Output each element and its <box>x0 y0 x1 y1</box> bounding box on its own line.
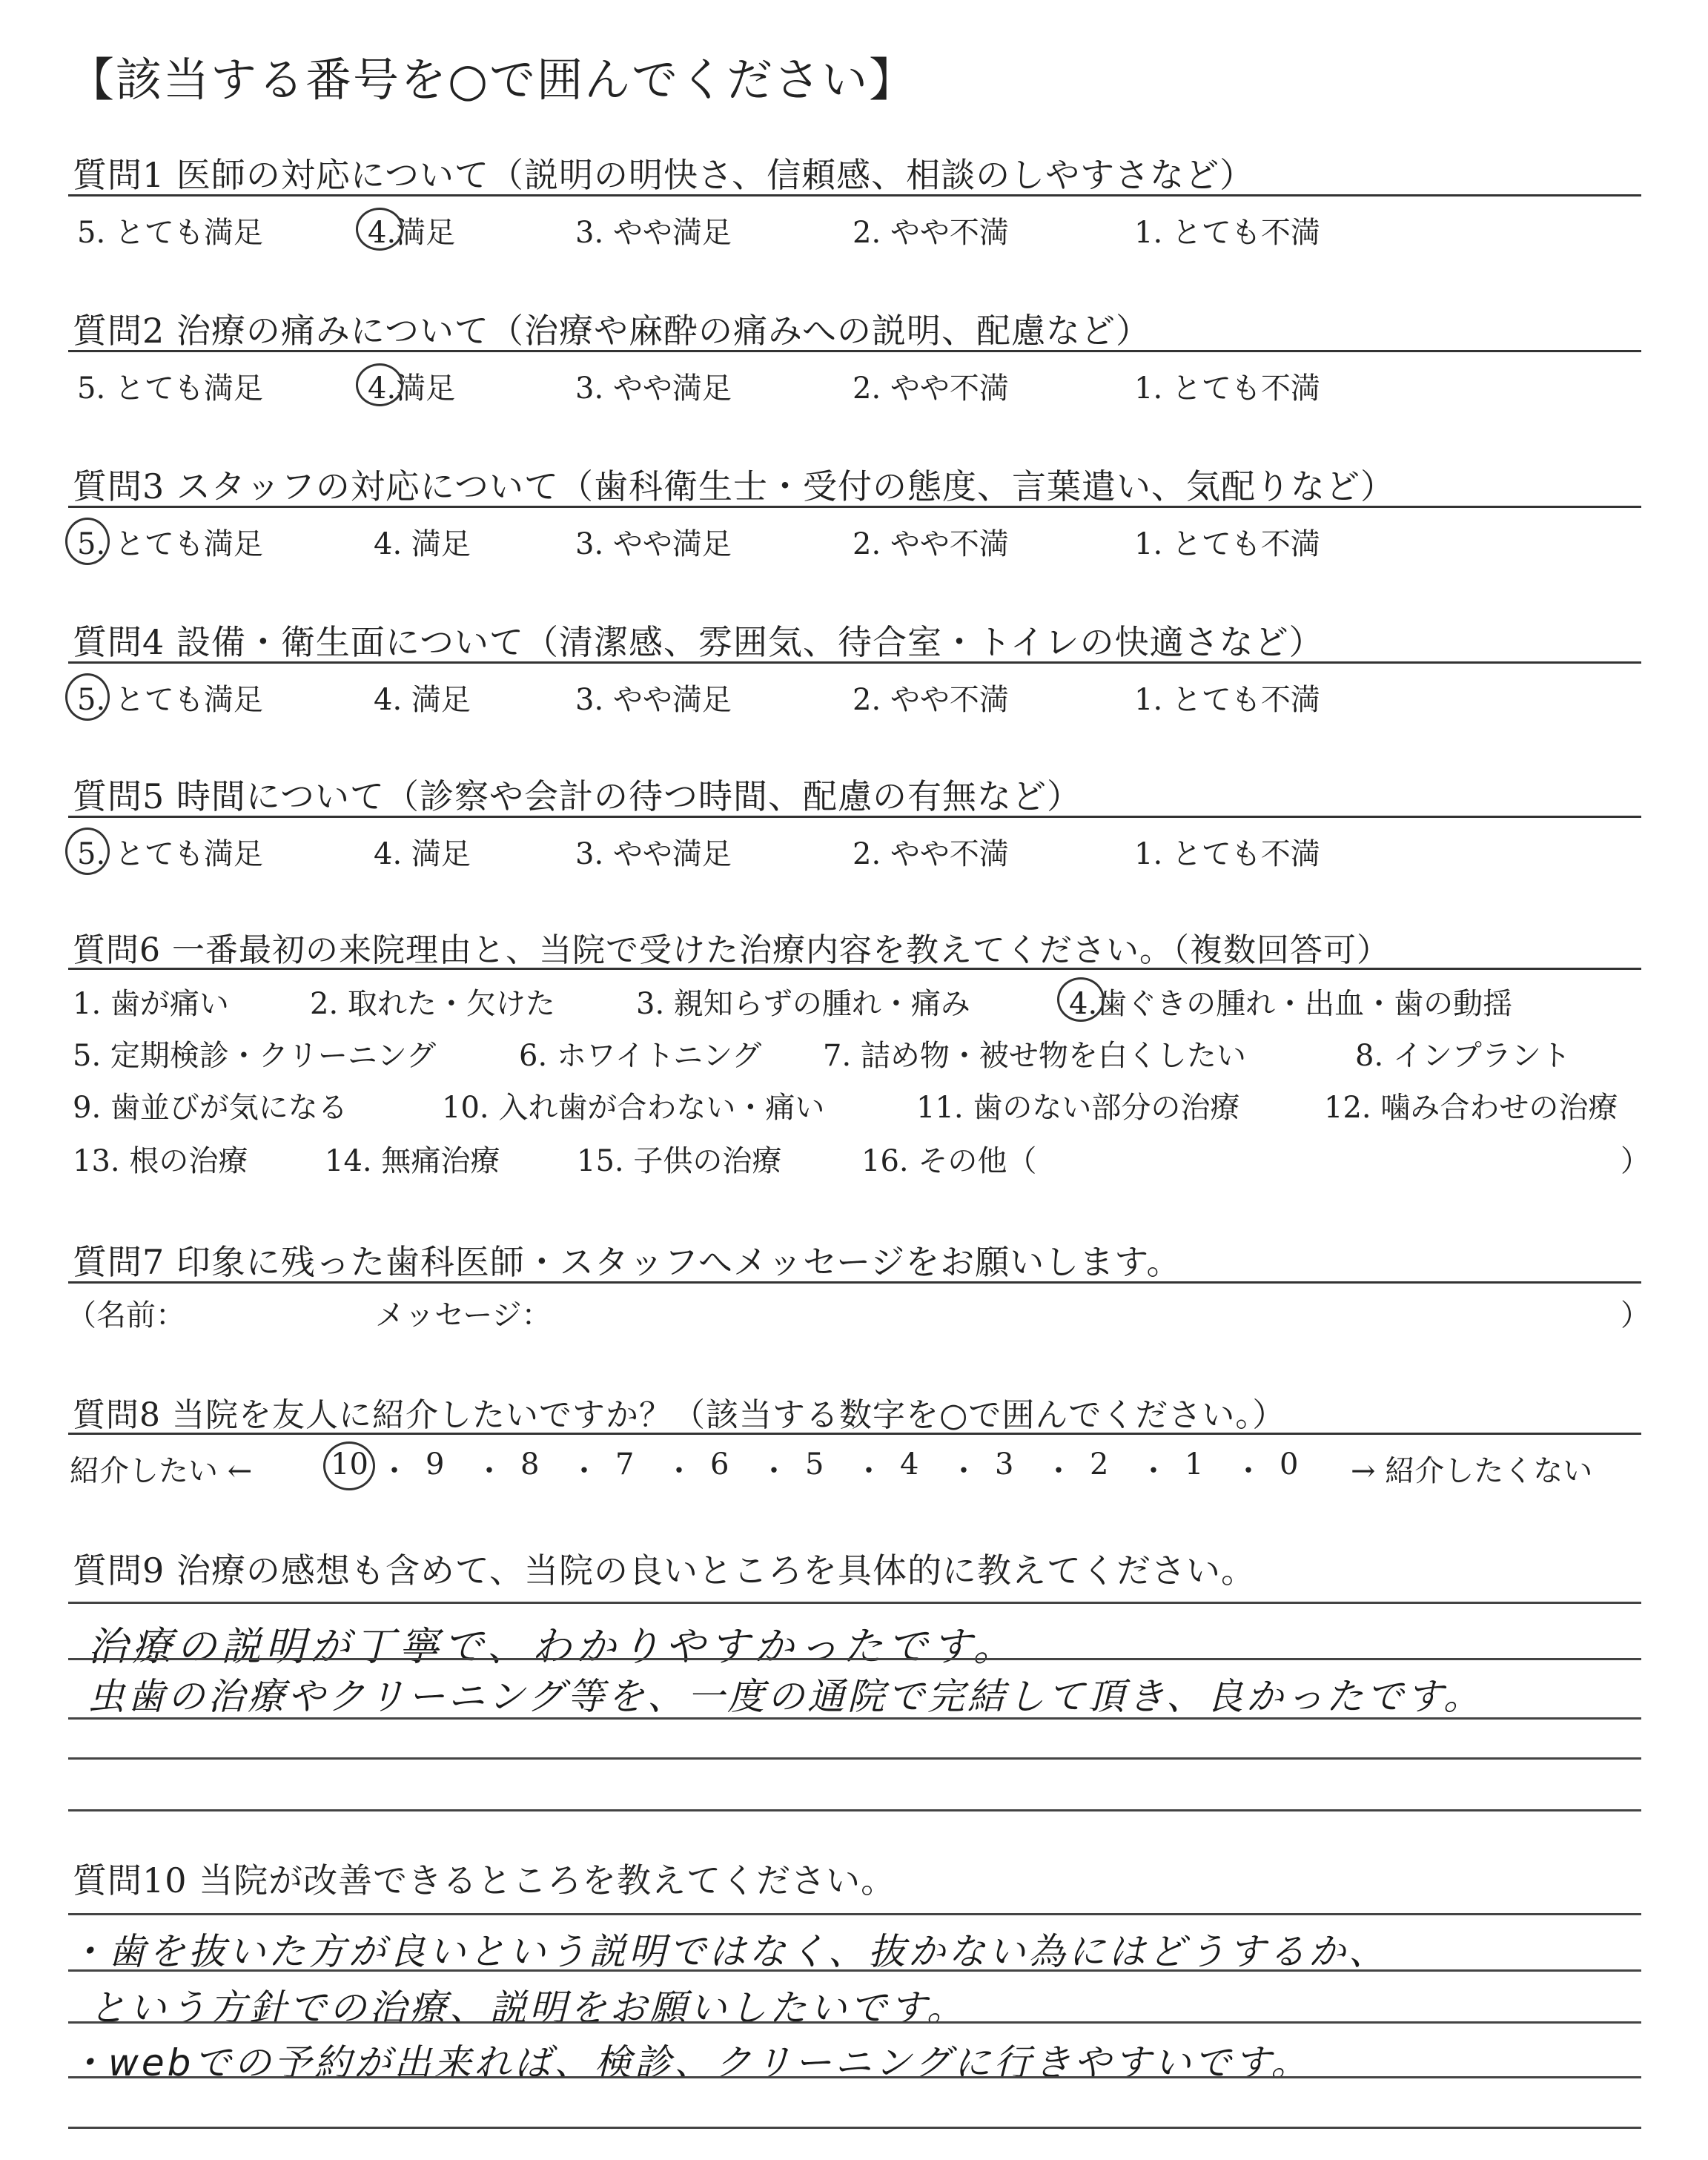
option-1[interactable]: 1. とても不満 <box>1134 837 1320 871</box>
scale-separator: ・ <box>1044 1454 1073 1488</box>
question-label: 質問9 治療の感想も含めて、当院の良いところを具体的に教えてください。 <box>73 1550 1256 1591</box>
reason-option-16[interactable]: 16. その他（ <box>861 1144 1037 1178</box>
handwritten-answer: ・webでの予約が出来れば、検診、クリーニングに行きやすいです。 <box>68 2041 1311 2084</box>
reason-option-8[interactable]: 8. インプラント <box>1355 1039 1571 1073</box>
close-paren: ） <box>1621 1298 1650 1332</box>
reason-option-11[interactable]: 11. 歯のない部分の治療 <box>916 1091 1240 1125</box>
answer-line <box>68 1717 1641 1720</box>
message-label: メッセージ： <box>375 1298 552 1332</box>
divider <box>68 506 1641 508</box>
option-5[interactable]: 5. とても満足 <box>77 216 263 250</box>
option-4[interactable]: 4. 満足 <box>374 527 471 561</box>
option-1[interactable]: 1. とても不満 <box>1134 371 1320 406</box>
option-2[interactable]: 2. やや不満 <box>853 837 1009 871</box>
divider <box>68 968 1641 970</box>
handwritten-answer: 治療の説明が丁寧で、わかりやすかったです。 <box>87 1623 1018 1670</box>
answer-line <box>68 1969 1641 1972</box>
scale-value[interactable]: 0 <box>1280 1447 1299 1482</box>
scale-separator: ・ <box>569 1454 599 1488</box>
reason-option-13[interactable]: 13. 根の治療 <box>73 1144 248 1178</box>
selection-circle <box>1057 977 1105 1022</box>
divider <box>68 1433 1641 1435</box>
option-1[interactable]: 1. とても不満 <box>1134 527 1320 561</box>
scale-right-label: → 紹介したくない <box>1351 1454 1593 1488</box>
handwritten-answer: という方針での治療、説明をお願いしたいです。 <box>89 1986 967 2029</box>
scale-left-label: 紹介したい ← <box>70 1454 253 1488</box>
reason-option-6[interactable]: 6. ホワイトニング <box>519 1039 762 1073</box>
question-label: 質問3 スタッフの対応について（歯科衛生士・受付の態度、言葉遣い、気配りなど） <box>73 466 1395 506</box>
answer-line <box>68 1658 1641 1660</box>
question-label: 質問8 当院を友人に紹介したいですか？（該当する数字を○で囲んでください。） <box>73 1396 1286 1434</box>
answer-line <box>68 2021 1641 2024</box>
divider <box>68 350 1641 352</box>
scale-value[interactable]: 8 <box>520 1447 540 1482</box>
reason-option-3[interactable]: 3. 親知らずの腫れ・痛み <box>636 987 970 1021</box>
selection-circle <box>65 673 110 721</box>
reason-option-5[interactable]: 5. 定期検診・クリーニング <box>73 1039 437 1073</box>
option-5[interactable]: 5. とても満足 <box>77 683 263 717</box>
scale-separator: ・ <box>759 1454 789 1488</box>
reason-option-9[interactable]: 9. 歯並びが気になる <box>73 1091 348 1125</box>
option-3[interactable]: 3. やや満足 <box>575 216 732 250</box>
option-4[interactable]: 4. 満足 <box>374 837 471 871</box>
reason-option-4[interactable]: 4.歯ぐきの腫れ・出血・歯の動揺 <box>1069 987 1513 1021</box>
answer-line <box>68 2127 1641 2129</box>
scale-separator: ・ <box>664 1454 694 1488</box>
option-2[interactable]: 2. やや不満 <box>853 527 1009 561</box>
reason-option-14[interactable]: 14. 無痛治療 <box>325 1144 500 1178</box>
selection-circle <box>356 363 403 406</box>
scale-value[interactable]: 4 <box>900 1447 919 1482</box>
scale-separator: ・ <box>1234 1454 1263 1488</box>
selection-circle <box>65 828 110 875</box>
answer-line <box>68 1602 1641 1604</box>
scale-value[interactable]: 3 <box>995 1447 1014 1482</box>
reason-option-12[interactable]: 12. 噛み合わせの治療 <box>1324 1091 1618 1125</box>
scale-separator: ・ <box>949 1454 979 1488</box>
option-3[interactable]: 3. やや満足 <box>575 837 732 871</box>
option-2[interactable]: 2. やや不満 <box>853 216 1009 250</box>
selection-circle <box>65 518 110 565</box>
option-3[interactable]: 3. やや満足 <box>575 371 732 406</box>
scale-value[interactable]: 2 <box>1090 1447 1109 1482</box>
scale-separator: ・ <box>1139 1454 1168 1488</box>
option-4[interactable]: 4.満足 <box>368 216 456 250</box>
question-label: 質問10 当院が改善できるところを教えてください。 <box>73 1860 896 1900</box>
reason-option-15[interactable]: 15. 子供の治療 <box>577 1144 782 1178</box>
question-label: 質問4 設備・衛生面について（清潔感、雰囲気、待合室・トイレの快適さなど） <box>73 622 1324 662</box>
reason-option-1[interactable]: 1. 歯が痛い <box>73 987 229 1021</box>
option-2[interactable]: 2. やや不満 <box>853 683 1009 717</box>
scale-value[interactable]: 7 <box>615 1447 635 1482</box>
scale-value[interactable]: 6 <box>710 1447 729 1482</box>
reason-option-2[interactable]: 2. 取れた・欠けた <box>310 987 555 1021</box>
option-5[interactable]: 5. とても満足 <box>77 371 263 406</box>
option-1[interactable]: 1. とても不満 <box>1134 216 1320 250</box>
page-title: 【該当する番号を○で囲んでください】 <box>68 53 917 107</box>
answer-line <box>68 2076 1641 2078</box>
handwritten-answer: ・歯を抜いた方が良いという説明ではなく、抜かない為にはどうするか、 <box>68 1930 1388 1973</box>
divider <box>68 194 1641 196</box>
option-5[interactable]: 5. とても満足 <box>77 527 263 561</box>
name-label: （名前： <box>67 1298 185 1332</box>
option-5[interactable]: 5. とても満足 <box>77 837 263 871</box>
divider <box>68 1281 1641 1284</box>
option-4[interactable]: 4. 満足 <box>374 683 471 717</box>
scale-value[interactable]: 9 <box>426 1447 445 1482</box>
divider <box>68 816 1641 818</box>
selection-circle <box>323 1441 375 1490</box>
reason-option-7[interactable]: 7. 詰め物・被せ物を白くしたい <box>823 1039 1246 1073</box>
other-close-paren: ） <box>1621 1144 1650 1178</box>
question-label: 質問1 医師の対応について（説明の明快さ、信頼感、相談のしやすさなど） <box>73 155 1255 195</box>
scale-separator: ・ <box>474 1454 504 1488</box>
scale-value[interactable]: 1 <box>1185 1447 1204 1482</box>
answer-line <box>68 1809 1641 1811</box>
scale-value[interactable]: 10 <box>331 1447 368 1482</box>
selection-circle <box>356 208 403 251</box>
option-3[interactable]: 3. やや満足 <box>575 527 732 561</box>
option-3[interactable]: 3. やや満足 <box>575 683 732 717</box>
divider <box>68 661 1641 664</box>
option-4[interactable]: 4.満足 <box>368 371 456 406</box>
reason-option-10[interactable]: 10. 入れ歯が合わない・痛い <box>442 1091 825 1125</box>
question-label: 質問2 治療の痛みについて（治療や麻酔の痛みへの説明、配慮など） <box>73 311 1151 351</box>
option-1[interactable]: 1. とても不満 <box>1134 683 1320 717</box>
question-label: 質問7 印象に残った歯科医師・スタッフへメッセージをお願いします。 <box>73 1242 1182 1282</box>
answer-line <box>68 1913 1641 1915</box>
question-label: 質問6 一番最初の来院理由と、当院で受けた治療内容を教えてください。（複数回答可） <box>73 931 1390 969</box>
scale-value[interactable]: 5 <box>805 1447 824 1482</box>
answer-line <box>68 1757 1641 1760</box>
scale-separator: ・ <box>854 1454 884 1488</box>
scale-separator: ・ <box>380 1454 409 1488</box>
question-label: 質問5 時間について（診察や会計の待つ時間、配慮の有無など） <box>73 776 1082 816</box>
handwritten-answer: 虫歯の治療やクリーニング等を、一度の通院で完結して頂き、良かったです。 <box>87 1675 1483 1718</box>
option-2[interactable]: 2. やや不満 <box>853 371 1009 406</box>
